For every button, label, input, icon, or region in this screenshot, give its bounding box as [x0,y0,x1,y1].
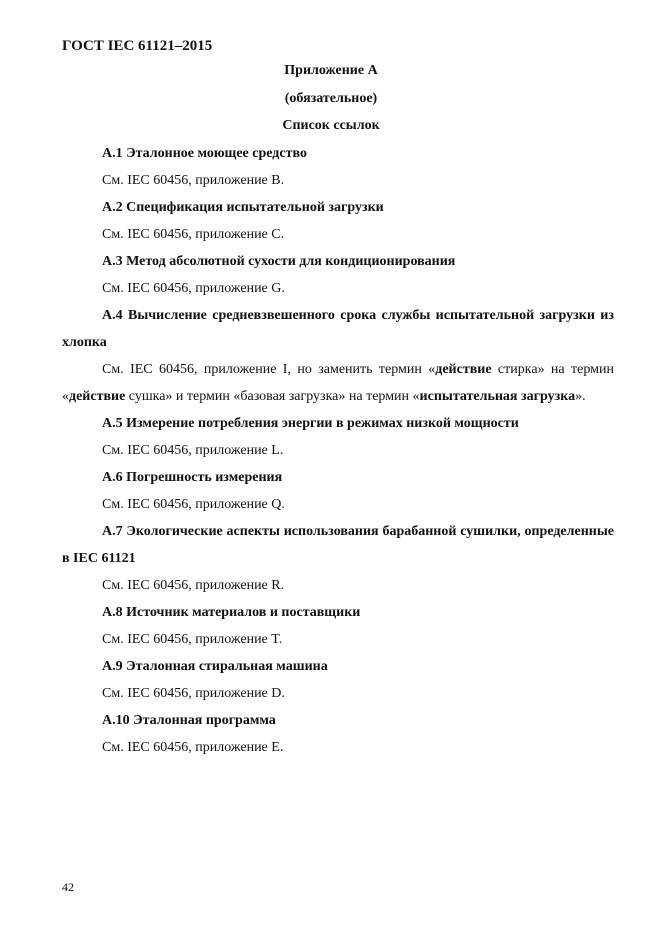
section-heading-a9: А.9 Эталонная стиральная машина [102,659,328,674]
section-heading-a10: А.10 Эталонная программа [102,713,276,728]
section-heading-a2: А.2 Спецификация испытательной загрузки [102,200,384,215]
references-content [62,140,614,761]
section-heading-a7: А.7 Экологические аспекты использования барабанной сушилки, определенные в IEC 61121 [62,524,614,566]
section-heading-a1: А.1 Эталонное моющее средство [102,146,307,161]
section-heading-a6: А.6 Погрешность измерения [102,470,283,485]
body-text: См. IEC 60456, приложение I, но заменить термин « [102,362,436,377]
body-text: стирка» на термин « [62,362,614,404]
section-heading-a4: А.4 Вычисление средневзвешенного срока службы испытательной загрузки из хлопка [62,308,614,350]
section-heading-a3: А.3 Метод абсолютной сухости для кондиционирования [102,254,456,269]
section-body-a1: См. IEC 60456, приложение В. [102,173,285,188]
body-text: ». [575,389,586,404]
section-body-a8: См. IEC 60456, приложение T. [102,632,283,647]
section-body-a3: См. IEC 60456, приложение G. [102,281,285,296]
section-body-a2: См. IEC 60456, приложение С. [102,227,285,242]
section-body-a4 [62,356,614,410]
section-body-a10: См. IEC 60456, приложение E. [102,740,284,755]
body-text: сушка» и термин «базовая загрузка» на термин « [125,389,420,404]
body-term-bold: действие [69,389,126,404]
section-body-a5: См. IEC 60456, приложение L. [102,443,284,458]
section-heading-a5: А.5 Измерение потребления энергии в режимах низкой мощности [102,416,519,431]
document-header: ГОСТ IEC 61121–2015 [62,38,213,54]
references-list-title: Список ссылок [282,118,380,133]
section-body-a7: См. IEC 60456, приложение R. [102,578,285,593]
page-number: 42 [62,880,74,894]
section-body-a9: См. IEC 60456, приложение D. [102,686,285,701]
body-term-bold: действие [435,362,492,377]
section-heading-a8: А.8 Источник материалов и поставщики [102,605,361,620]
appendix-status: (обязательное) [284,91,378,106]
appendix-title: Приложение А [284,63,378,78]
section-body-a6: См. IEC 60456, приложение Q. [102,497,285,512]
body-term-bold: испытательная загрузка [419,389,576,404]
